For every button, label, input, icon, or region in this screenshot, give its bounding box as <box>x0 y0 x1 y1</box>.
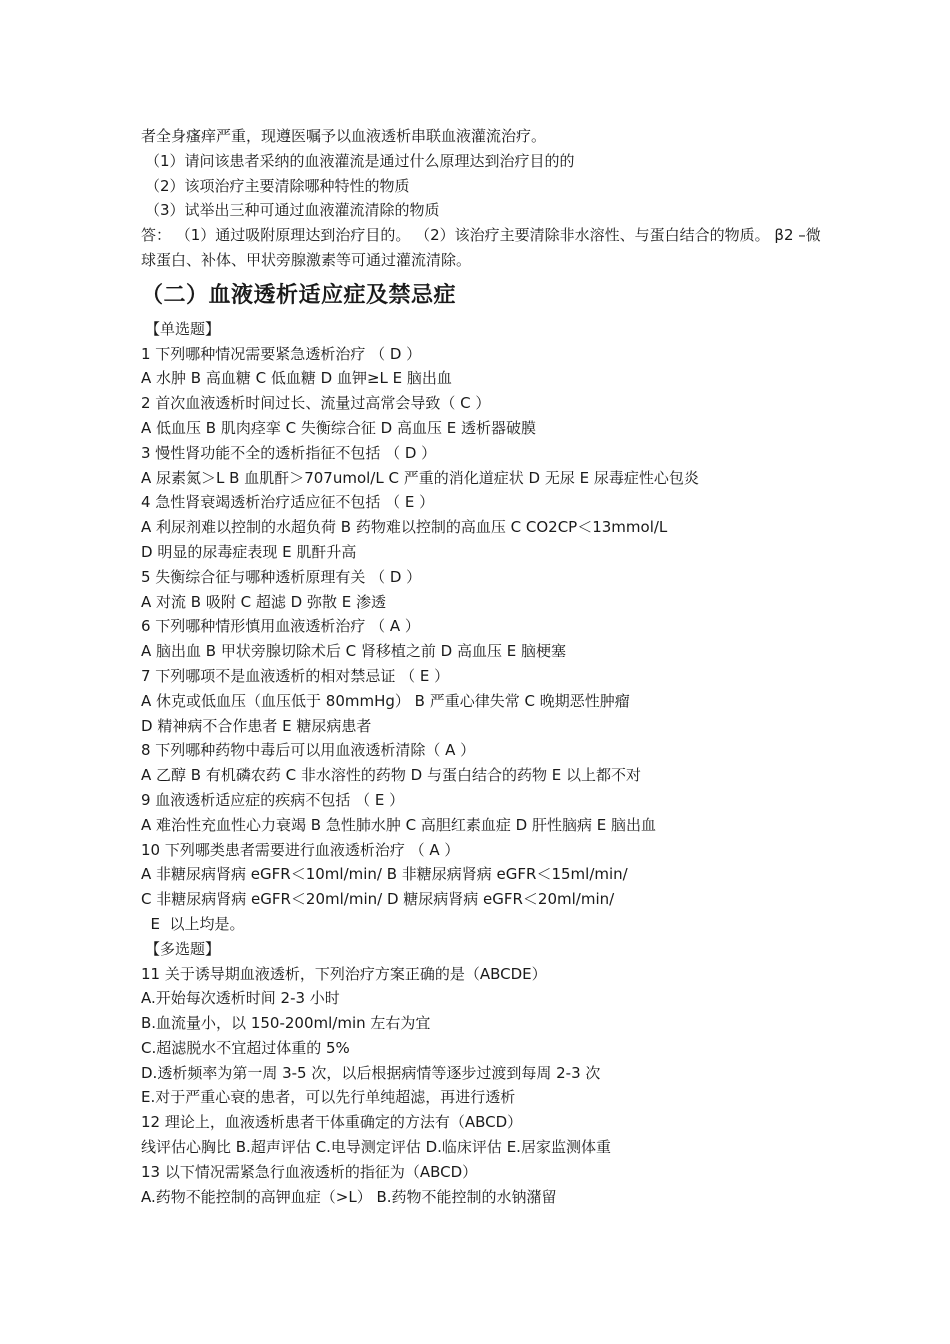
question-4-options-a: A 利尿剂难以控制的水超负荷 B 药物难以控制的高血压 C CO2CP＜13mmol/L <box>141 518 668 537</box>
question-12-options: 线评估心胸比 B.超声评估 C.电导测定评估 D.临床评估 E.居家监测体重 <box>141 1138 611 1157</box>
question-5-options: A 对流 B 吸附 C 超滤 D 弥散 E 渗透 <box>141 592 386 611</box>
question-9: 9 血液透析适应症的疾病不包括 （ E ） <box>141 790 405 809</box>
question-10-options-b: C 非糖尿病肾病 eGFR＜20ml/min/ D 糖尿病肾病 eGFR＜20ml/min/ <box>141 890 615 909</box>
question-11-option-d: D.透析频率为第一周 3-5 次，以后根据病情等逐步过渡到每周 2-3 次 <box>141 1063 601 1082</box>
question-11-option-b: B.血流量小，以 150-200ml/min 左右为宜 <box>141 1014 431 1033</box>
question-7-options-b: D 精神病不合作患者 E 糖尿病患者 <box>141 716 372 735</box>
case-question-1: （1）请问该患者采纳的血液灌流是通过什么原理达到治疗目的的 <box>145 151 575 170</box>
question-4-options-b: D 明显的尿毒症表现 E 肌酐升高 <box>141 542 357 561</box>
question-13: 13 以下情况需紧急行血液透析的指征为（ABCD） <box>141 1162 478 1181</box>
case-question-3: （3）试举出三种可通过血液灌流清除的物质 <box>145 201 440 220</box>
question-7-options-a: A 休克或低血压（血压低于 80mmHg） B 严重心律失常 C 晚期恶性肿瘤 <box>141 691 630 710</box>
multi-choice-label: 【多选题】 <box>145 939 221 958</box>
question-1-options: A 水肿 B 高血糖 C 低血糖 D 血钾≥L E 脑出血 <box>141 369 452 388</box>
question-11-option-e: E.对于严重心衰的患者，可以先行单纯超滤，再进行透析 <box>141 1088 516 1107</box>
question-7: 7 下列哪项不是血液透析的相对禁忌证 （ E ） <box>141 666 450 685</box>
question-11-option-a: A.开始每次透析时间 2-3 小时 <box>141 989 340 1008</box>
case-question-2: （2）该项治疗主要清除哪种特性的物质 <box>145 176 410 195</box>
question-12: 12 理论上，血液透析患者干体重确定的方法有（ABCD） <box>141 1113 523 1132</box>
intro-line: 者全身瘙痒严重，现遵医嘱予以血液透析串联血液灌流治疗。 <box>141 127 547 145</box>
question-5: 5 失衡综合征与哪种透析原理有关 （ D ） <box>141 567 422 586</box>
question-2: 2 首次血液透析时间过长、流量过高常会导致（ C ） <box>141 394 491 413</box>
question-10-options-a: A 非糖尿病肾病 eGFR＜10ml/min/ B 非糖尿病肾病 eGFR＜15ml/min/ <box>141 865 628 884</box>
question-2-options: A 低血压 B 肌肉痉挛 C 失衡综合征 D 高血压 E 透析器破膜 <box>141 418 536 437</box>
question-4: 4 急性肾衰竭透析治疗适应征不包括 （ E ） <box>141 493 435 512</box>
question-10-options-c: E 以上均是。 <box>141 914 245 933</box>
question-8: 8 下列哪种药物中毒后可以用血液透析清除（ A ） <box>141 741 476 760</box>
question-13-options: A.药物不能控制的高钾血症（>L） B.药物不能控制的水钠潴留 <box>141 1187 557 1206</box>
section-title: （二）血液透析适应症及禁忌症 <box>141 282 457 308</box>
question-11: 11 关于诱导期血液透析，下列治疗方案正确的是（ABCDE） <box>141 964 547 983</box>
question-11-option-c: C.超滤脱水不宜超过体重的 5% <box>141 1038 350 1057</box>
question-6-options: A 脑出血 B 甲状旁腺切除术后 C 肾移植之前 D 高血压 E 脑梗塞 <box>141 642 566 661</box>
question-6: 6 下列哪种情形慎用血液透析治疗 （ A ） <box>141 617 420 636</box>
question-3: 3 慢性肾功能不全的透析指征不包括 （ D ） <box>141 443 437 462</box>
question-9-options: A 难治性充血性心力衰竭 B 急性肺水肿 C 高胆红素血症 D 肝性脑病 E 脑出血 <box>141 815 656 834</box>
question-10: 10 下列哪类患者需要进行血液透析治疗 （ A ） <box>141 840 460 859</box>
question-3-options: A 尿素氮＞L B 血肌酐＞707umol/L C 严重的消化道症状 D 无尿 E 尿毒症性心包炎 <box>141 468 699 487</box>
case-answer: 答： （1）通过吸附原理达到治疗目的。 （2）该治疗主要清除非水溶性、与蛋白结合的物质。 β2 –微球蛋白、补体、甲状旁腺激素等可通过灌流清除。 <box>141 226 821 269</box>
single-choice-label: 【单选题】 <box>145 319 221 338</box>
document-body <box>141 124 821 1209</box>
question-8-options: A 乙醇 B 有机磷农药 C 非水溶性的药物 D 与蛋白结合的药物 E 以上都不对 <box>141 766 641 785</box>
question-1: 1 下列哪种情况需要紧急透析治疗 （ D ） <box>141 344 422 363</box>
